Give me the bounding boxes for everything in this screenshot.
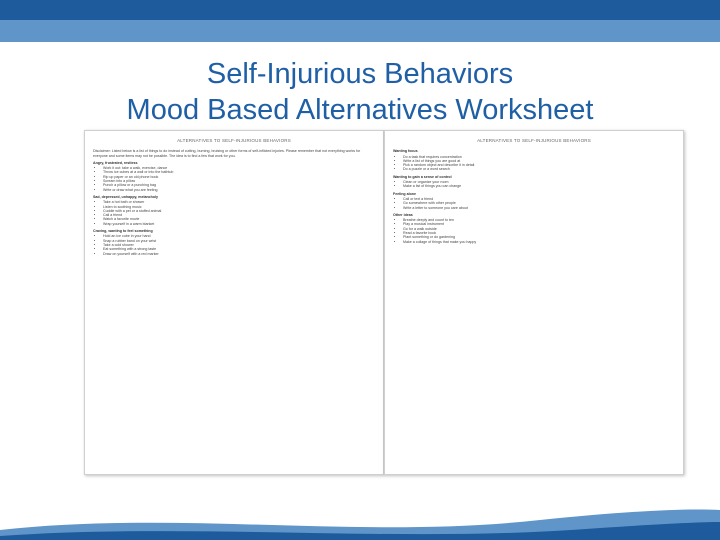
list-item: • Plant something or do gardening — [403, 235, 675, 239]
page-heading: ALTERNATIVES TO SELF-INJURIOUS BEHAVIORS — [477, 138, 591, 143]
list-item: • Eat something with a strong taste — [103, 247, 375, 251]
bullet-list — [393, 155, 675, 172]
section-list — [393, 149, 675, 244]
list-item: • Take a hot bath or shower — [103, 200, 375, 204]
list-item: • Punch a pillow or a punching bag — [103, 183, 375, 187]
list-item: • Breathe deeply and count to ten — [403, 218, 675, 222]
list-item: • Wrap yourself in a warm blanket — [103, 222, 375, 226]
worksheet-page-right — [384, 130, 684, 475]
section-heading: Craving, wanting to feel something — [93, 229, 153, 234]
list-item: • Hold an ice cube in your hand — [103, 234, 375, 238]
list-item: • Listen to soothing music — [103, 205, 375, 209]
list-item: • Read a favorite book — [403, 231, 675, 235]
top-banner — [0, 0, 720, 20]
list-item: • Write or draw what you are feeling — [103, 188, 375, 192]
list-item: • Scream into a pillow — [103, 179, 375, 183]
list-item: • Call or text a friend — [403, 197, 675, 201]
section-heading: Other ideas — [393, 212, 413, 217]
section-heading: Wanting focus — [393, 149, 418, 154]
slide-title — [0, 56, 720, 128]
bullet-list — [93, 234, 375, 255]
list-item: • Write a list of things you are good at — [403, 159, 675, 163]
list-item: • Take a cold shower — [103, 243, 375, 247]
list-item: • Go for a walk outside — [403, 227, 675, 231]
bullet-list — [393, 218, 675, 244]
bullet-list — [93, 166, 375, 192]
top-banner-accent — [0, 20, 720, 42]
list-item: • Work it out: take a walk, exercise, dance — [103, 166, 375, 170]
list-item: • Call a friend — [103, 213, 375, 217]
section-heading: Angry, frustrated, restless — [93, 160, 138, 165]
list-item: • Make a collage of things that make you happy — [403, 240, 675, 244]
list-item: • Cuddle with a pet or a stuffed animal — [103, 209, 375, 213]
list-item: • Pick a random object and describe it in detail — [403, 163, 675, 167]
list-item: • Rip up paper or an old phone book — [103, 175, 375, 179]
list-item: • Go somewhere with other people — [403, 201, 675, 205]
intro-text: Disclaimer: Listed below is a list of things to do instead of cutting, burning, bruising or other forms of self-inflicted injuries. Please remember that not everything works for everyone and some items may not be possible. The idea is to find a few that work for you. — [93, 149, 361, 158]
worksheet-page-left — [84, 130, 384, 475]
slide-title-line-1: Self-Injurious Behaviors — [206, 58, 514, 90]
list-item: • Snap a rubber band on your wrist — [103, 239, 375, 243]
list-item: • Do a task that requires concentration — [403, 155, 675, 159]
bullet-list — [93, 200, 375, 226]
page-heading: ALTERNATIVES TO SELF-INJURIOUS BEHAVIORS — [177, 138, 291, 143]
section-list — [93, 161, 375, 256]
list-item: • Play a musical instrument — [403, 222, 675, 226]
section-heading: Wanting to gain a sense of control — [393, 174, 452, 179]
list-item: • Watch a favorite movie — [103, 217, 375, 221]
list-item: • Write a letter to someone you care about — [403, 206, 675, 210]
list-item: • Do a puzzle or a word search — [403, 167, 675, 171]
bottom-wave-decoration — [0, 500, 720, 540]
list-item: • Draw on yourself with a red marker — [103, 252, 375, 256]
list-item: • Make a list of things you can change — [403, 184, 675, 188]
bullet-list — [393, 180, 675, 189]
section-heading: Sad, depressed, unhappy, melancholy — [93, 194, 159, 199]
section-heading: Feeling alone — [393, 191, 416, 196]
list-item: • Clean or organize your room — [403, 180, 675, 184]
list-item: • Throw ice cubes at a wall or into the bathtub — [103, 170, 375, 174]
bullet-list — [393, 197, 675, 210]
slide-title-line-2: Mood Based Alternatives Worksheet — [126, 94, 594, 126]
